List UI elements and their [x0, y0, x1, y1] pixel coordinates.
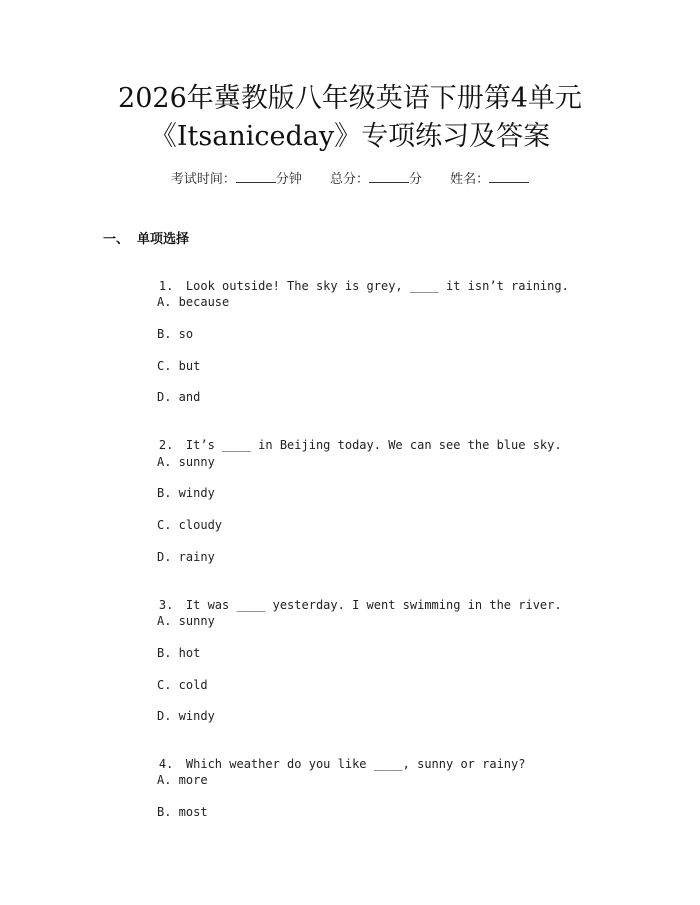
score-field [330, 170, 422, 189]
option: D. windy [157, 709, 215, 723]
option: B. windy [157, 486, 215, 500]
option: B. most [157, 805, 208, 819]
time-blank [236, 170, 276, 183]
question-number: 1. [158, 279, 174, 293]
name-field [450, 170, 529, 189]
question-text: It was ____ yesterday. I went swimming in the river. [185, 598, 562, 612]
question-number: 3. [158, 598, 174, 612]
option: A. sunny [157, 614, 215, 628]
question-text: Which weather do you like ____, sunny or rainy? [185, 757, 526, 771]
option: B. hot [157, 646, 201, 660]
section-number: 一、 [103, 232, 130, 247]
section-title: 单项选择 [137, 232, 190, 247]
option: C. but [157, 359, 201, 373]
name-label: 姓名： [450, 172, 490, 187]
section-heading [103, 231, 189, 249]
option: A. more [157, 773, 208, 787]
option: D. rainy [157, 550, 215, 564]
option: D. and [157, 390, 201, 404]
option: C. cloudy [157, 518, 223, 532]
score-unit: 分 [409, 172, 423, 187]
exam-meta [0, 170, 700, 189]
time-field [171, 170, 302, 189]
option: A. sunny [157, 455, 215, 469]
score-label: 总分： [329, 172, 369, 187]
option: A. because [157, 295, 230, 309]
title-line-2: 《Itsaniceday》专项练习及答案 [149, 121, 551, 152]
time-label: 考试时间： [170, 172, 236, 187]
option: B. so [157, 327, 194, 341]
question-number: 2. [158, 438, 174, 452]
title-line-1: 2026年冀教版八年级英语下册第4单元 [118, 83, 582, 114]
question-text: It’s ____ in Beijing today. We can see the blue sky. [185, 438, 562, 452]
question-text: Look outside! The sky is grey, ____ it isn’t raining. [185, 279, 569, 293]
score-blank [369, 170, 409, 183]
option: C. cold [157, 678, 208, 692]
time-unit: 分钟 [275, 172, 302, 187]
name-blank [489, 170, 529, 183]
question-number: 4. [158, 757, 174, 771]
